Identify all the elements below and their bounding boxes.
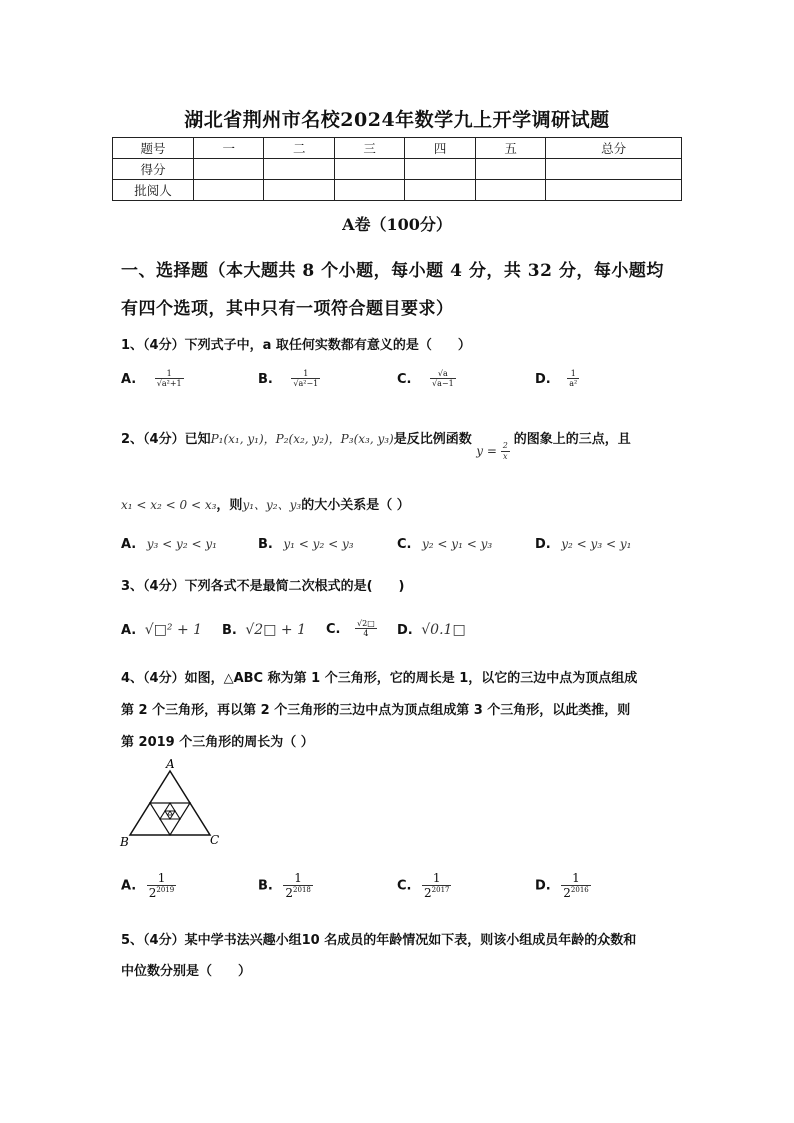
q1-option-d [535, 370, 579, 389]
q5-stem-line1: 5、（4分）某中学书法兴趣小组10 名成员的年龄情况如下表，则该小组成员年龄的众数和 [121, 933, 637, 948]
option-label: C. [397, 878, 412, 894]
power-exponent: 2019 [156, 885, 175, 894]
q1-stem: 1、（4分）下列式子中，a 取任何实数都有意义的是（ ） [121, 338, 471, 353]
vertex-label-b: B [120, 835, 129, 849]
section-heading-line2: 有四个选项，其中只有一项符合题目要求） [121, 299, 454, 319]
option-label: C. [397, 537, 412, 552]
q5-stem-line2: 中位数分别是（ ） [121, 964, 252, 979]
q2-stem-line2 [121, 494, 410, 513]
score-table-cell: 五 [475, 138, 545, 159]
fraction-denominator: 4 [363, 629, 369, 639]
q1-option-b-fraction [291, 370, 320, 389]
option-value: y₃ < y₂ < y₁ [146, 537, 217, 551]
q2-function-fraction [501, 442, 510, 461]
option-value: √0.1□ [421, 622, 466, 638]
fraction-numerator: 1 [422, 872, 451, 886]
option-label: A. [121, 537, 137, 552]
score-table-cell [546, 180, 682, 201]
fraction-denominator: √a²+1 [156, 379, 182, 389]
option-value: √2□ + 1 [245, 622, 306, 638]
q1-option-c [397, 370, 456, 389]
q4-option-d-fraction [561, 872, 590, 900]
option-label: D. [535, 878, 551, 894]
score-table-cell [194, 159, 264, 180]
q4-stem-line2: 第 2 个三角形，再以第 2 个三角形的三边中点为顶点组成第 3 个三角形，以此类推，则 [121, 703, 631, 718]
option-label: B. [258, 537, 273, 552]
option-value: √□² + 1 [144, 622, 203, 638]
q1-option-b [258, 370, 320, 389]
power-base: 2 [148, 885, 157, 900]
fraction-numerator: 1 [291, 370, 320, 379]
score-table-cell: 题号 [113, 138, 194, 159]
option-label: B. [258, 878, 273, 894]
q2-option-d [535, 537, 631, 552]
fraction-denominator [283, 886, 312, 901]
q2-suffix: 的图象上的三点，且 [513, 432, 631, 447]
power-base: 2 [424, 885, 432, 900]
q3-stem: 3、（4分）下列各式不是最简二次根式的是( ) [121, 579, 405, 594]
fraction-numerator: 1 [147, 872, 176, 886]
option-label: D. [397, 623, 413, 638]
option-value: y₂ < y₃ < y₁ [561, 537, 632, 551]
q2-middle: 是反比例函数 [393, 432, 472, 447]
fraction-numerator: 1 [567, 370, 579, 379]
q3-option-b [222, 622, 306, 638]
fraction-denominator: x [503, 451, 508, 461]
score-table-cell [475, 159, 545, 180]
score-table-cell [264, 159, 334, 180]
q4-stem-line1: 4、（4分）如图，△ABC 称为第 1 个三角形，它的周长是 1，以它的三边中点为顶点组成 [121, 671, 638, 686]
score-table-cell [194, 180, 264, 201]
score-table-cell: 三 [334, 138, 404, 159]
fraction-denominator: √a²−1 [293, 379, 319, 389]
q1-option-a [121, 370, 184, 389]
score-table-cell [475, 180, 545, 201]
vertex-label-a: A [166, 757, 175, 771]
option-value: y₂ < y₁ < y₃ [422, 537, 493, 551]
option-label: B. [222, 623, 237, 638]
score-table-cell: 总分 [546, 138, 682, 159]
q2-ask: 的大小关系是（ ） [301, 498, 410, 513]
q4-option-d [535, 872, 591, 900]
score-table-cell: 四 [405, 138, 475, 159]
q2-option-a [121, 537, 217, 552]
q2-prefix: 2、（4分）已知 [121, 432, 211, 447]
score-table-cell [264, 180, 334, 201]
q3-option-c-fraction [355, 620, 377, 639]
power-exponent: 2017 [431, 885, 450, 894]
fraction-numerator: 2 [502, 441, 508, 451]
power-base: 2 [563, 885, 571, 900]
fraction-denominator [147, 886, 176, 901]
option-label: A. [121, 371, 137, 387]
fraction-numerator: √2□ [357, 619, 375, 628]
option-label: D. [535, 537, 551, 552]
power-base: 2 [285, 885, 294, 900]
fraction-numerator: 1 [283, 872, 312, 886]
option-label: C. [326, 621, 341, 637]
q2-then: ，则 [216, 498, 243, 513]
q2-function [476, 441, 513, 461]
option-label: A. [121, 623, 137, 638]
q2-condition: x₁ < x₂ < 0 < x₃ [121, 498, 217, 512]
fraction-numerator: 1 [155, 370, 184, 379]
nested-triangles-figure [115, 755, 225, 850]
q4-option-b-fraction [283, 872, 312, 900]
score-table-row [113, 159, 682, 180]
fraction-denominator [422, 886, 451, 901]
q4-option-c [397, 872, 451, 900]
q4-option-b [258, 872, 313, 900]
score-table-cell: 二 [264, 138, 334, 159]
section-heading-line1: 一、选择题（本大题共 8 个小题，每小题 4 分，共 32 分，每小题均 [121, 261, 664, 281]
q4-option-a-fraction [147, 872, 176, 900]
q3-option-c [326, 620, 377, 639]
power-exponent: 2018 [293, 885, 311, 894]
q2-option-c [397, 537, 492, 552]
option-value: y₁ < y₂ < y₃ [283, 537, 354, 551]
score-table-cell: 批阅人 [113, 180, 194, 201]
q1-option-c-fraction [430, 370, 456, 389]
option-label: C. [397, 371, 412, 387]
score-table-header-row [113, 138, 682, 159]
power-exponent: 2016 [570, 885, 589, 894]
q2-function-lhs: y = [476, 444, 497, 458]
score-table-cell [546, 159, 682, 180]
option-label: A. [121, 878, 137, 894]
q2-points: P₁(x₁, y₁)，P₂(x₂, y₂)，P₃(x₃, y₃) [210, 432, 394, 446]
score-table-row [113, 180, 682, 201]
score-table-cell [334, 159, 404, 180]
q4-option-a [121, 872, 176, 900]
fraction-denominator: a² [569, 379, 578, 389]
score-table [112, 137, 682, 201]
q1-option-a-fraction [155, 370, 184, 389]
fraction-denominator: √a−1 [432, 379, 454, 389]
fraction-numerator: √a [430, 370, 456, 379]
q1-option-d-fraction [567, 370, 579, 389]
q2-option-b [258, 537, 354, 552]
paper-label: A卷（100分） [342, 215, 452, 234]
vertex-label-c: C [210, 833, 220, 847]
q2-stem-line1 [121, 428, 631, 461]
q3-option-d [397, 622, 466, 638]
triangle-5 [168, 811, 173, 815]
option-label: D. [535, 371, 551, 387]
q3-option-a [121, 622, 202, 638]
score-table-cell [405, 180, 475, 201]
fraction-denominator [561, 886, 590, 901]
q4-stem-line3: 第 2019 个三角形的周长为（ ） [121, 735, 314, 750]
exam-title: 湖北省荆州市名校2024年数学九上开学调研试题 [184, 109, 610, 131]
score-table-cell: 得分 [113, 159, 194, 180]
score-table-cell [405, 159, 475, 180]
score-table-cell: 一 [194, 138, 264, 159]
q4-option-c-fraction [422, 872, 451, 900]
score-table-cell [334, 180, 404, 201]
option-label: B. [258, 371, 273, 387]
fraction-numerator: 1 [561, 872, 590, 886]
q2-vars: y₁、y₂、y₃ [242, 498, 302, 512]
